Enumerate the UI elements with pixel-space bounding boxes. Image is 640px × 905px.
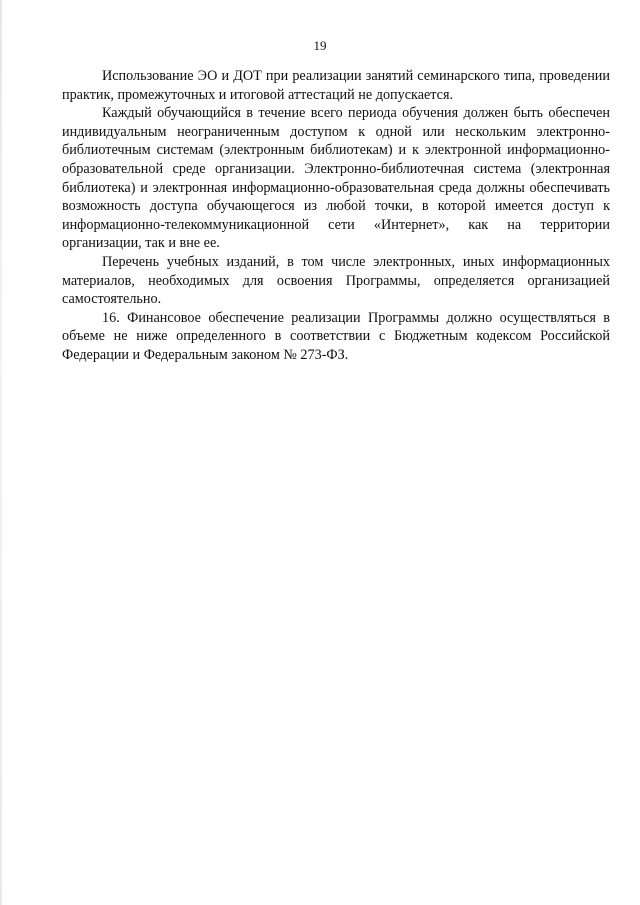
page-number: 19 (313, 38, 327, 53)
scan-edge (0, 0, 2, 905)
paragraph-eo-dot-restriction: Использование ЭО и ДОТ при реализации занятий семинарского типа, проведении практик, промежуточных и итоговой аттестаций не допускается. (62, 68, 610, 103)
paragraph-library-access: Каждый обучающийся в течение всего периода обучения должен быть обеспечен индивидуальным неограниченным доступом к одной или нескольким электронно-библиотечным системам (электронным библиотекам) и к электронной информационно-образовательной среде организации. Электронно-библиотечная система (электронная библиотека) и электронная информационно-образовательная среда должны обеспечивать возможность доступа обучающегося из любой точки, в которой имеется доступ к информационно-телекоммуникационной сети «Интернет», как на территории организации, так и вне ее. (62, 105, 610, 252)
paragraph-educational-materials: Перечень учебных изданий, в том числе электронных, иных информационных материалов, необходимых для освоения Программы, определяется организацией самостоятельно. (62, 253, 610, 308)
paragraph-financial-provision: 16. Финансовое обеспечение реализации Программы должно осуществляться в объеме не ниже определенного в соответствии с Бюджетным кодексом Российской Федерации и Федеральным законом № 273-ФЗ. (62, 309, 610, 363)
document-body (62, 67, 610, 365)
